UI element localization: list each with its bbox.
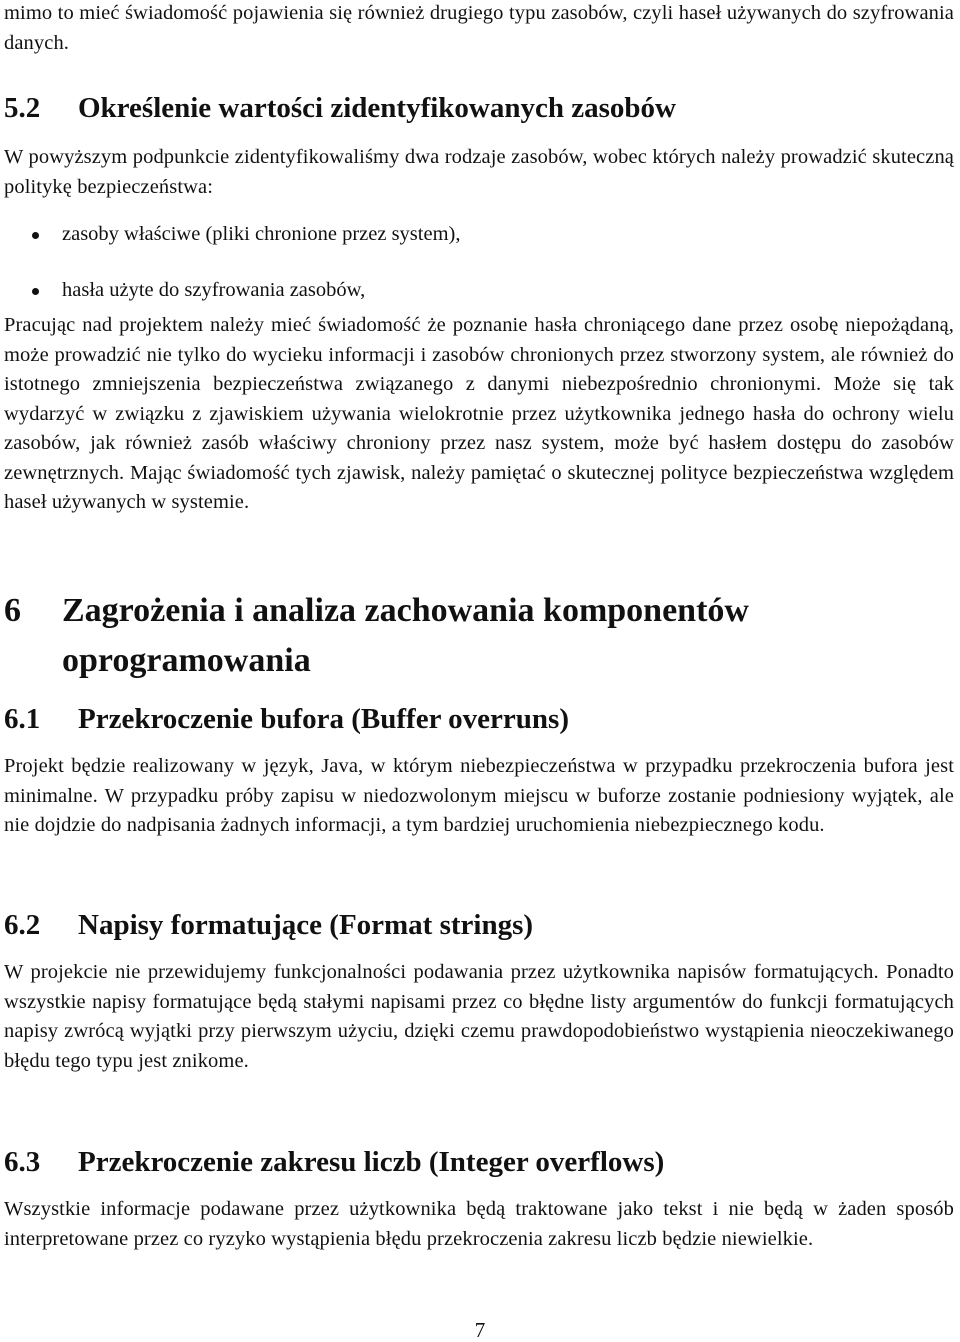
section-title: Napisy formatujące (Format strings) (78, 909, 534, 941)
bullet-item (4, 276, 954, 306)
chapter-number: 6 (4, 592, 21, 629)
section-number: 6.3 (4, 1146, 41, 1178)
intro-paragraph-block (4, 0, 954, 58)
bullet-item-text: hasła użyte do szyfrowania zasobów, (62, 278, 366, 301)
section-6-heading (4, 586, 954, 686)
chapter-title: Zagrożenia i analiza zachowania komponentów oprogramowania (62, 592, 749, 679)
section-5-2-intro: W powyższym podpunkcie zidentyfikowaliśmy dwa rodzaje zasobów, wobec których należy prowadzić skuteczną politykę bezpieczeństwa: (4, 146, 954, 198)
section-6-1-heading (4, 701, 954, 737)
section-6-1-paragraph: Projekt będzie realizowany w język, Java, w którym niebezpieczeństwa w przypadku przekroczenia bufora jest minimalne. W przypadku próby zapisu w niedozwolonym miejscu w buforze zostanie podniesiony wyjątek, ale nie dojdzie do nadpisania żadnych informacji, a tym bardziej uruchomienia niebezpiecznego kodu. (4, 755, 954, 836)
section-5-2-heading (4, 90, 954, 126)
section-5-2-paragraph-block (4, 311, 954, 518)
bullet-icon (32, 288, 39, 295)
bullet-list (4, 220, 954, 305)
section-6-3-paragraph: Wszystkie informacje podawane przez użytkownika będą traktowane jako tekst i nie będą w żaden sposób interpretowane przez co ryzyko wystąpienia błędu przekroczenia zakresu liczb będzie niewielkie. (4, 1198, 954, 1250)
section-6-2-heading (4, 907, 954, 943)
section-number: 6.2 (4, 909, 41, 941)
bullet-icon (32, 232, 39, 239)
bullet-item (4, 220, 954, 250)
bullet-list-block (4, 220, 954, 305)
section-title: Przekroczenie bufora (Buffer overruns) (78, 703, 569, 735)
intro-paragraph: mimo to mieć świadomość pojawienia się również drugiego typu zasobów, czyli haseł używanych do szyfrowania danych. (4, 2, 954, 54)
section-6-3-paragraph-block (4, 1195, 954, 1254)
section-5-2-paragraph: Pracując nad projektem należy mieć świadomość że poznanie hasła chroniącego dane przez osobę niepożądaną, może prowadzić nie tylko do wycieku informacji i zasobów chronionych przez stworzony system, ale również do istotnego zmniejszenia bezpieczeństwa związanego z danymi niebezpośrednio chronionymi. Może się tak wydarzyć w związku z zjawiskiem używania wielokrotnie przez użytkownika jednego hasła do ochrony wielu zasobów, jak również zasób właściwy chroniony przez nasz system, może być hasłem dostępu do zasobów zewnętrznych. Mając świadomość tych zjawisk, należy pamiętać o skutecznej polityce bezpieczeństwa względem haseł używanych w systemie. (4, 314, 954, 513)
bullet-item-text: zasoby właściwe (pliki chronione przez system), (62, 223, 461, 245)
section-6-2-paragraph: W projekcie nie przewidujemy funkcjonalności podawania przez użytkownika napisów formatujących. Ponadto wszystkie napisy formatujące będą stałymi napisami przez co błędne listy argumentów do funkcji formatujących napisy zwrócą wyjątki przy pierwszym użyciu, dzięki czemu prawdopodobieństwo wystąpienia nieoczekiwanego błędu tego typu jest znikome. (4, 961, 954, 1072)
section-title: Określenie wartości zidentyfikowanych zasobów (78, 92, 676, 124)
section-number: 5.2 (4, 92, 41, 124)
section-6-1-paragraph-block (4, 752, 954, 841)
section-title: Przekroczenie zakresu liczb (Integer overflows) (78, 1146, 665, 1178)
section-5-2-intro-block (4, 143, 954, 202)
section-6-2-paragraph-block (4, 958, 954, 1076)
section-number: 6.1 (4, 703, 41, 735)
section-6-3-heading (4, 1144, 954, 1180)
page-number: 7 (474, 1318, 486, 1342)
